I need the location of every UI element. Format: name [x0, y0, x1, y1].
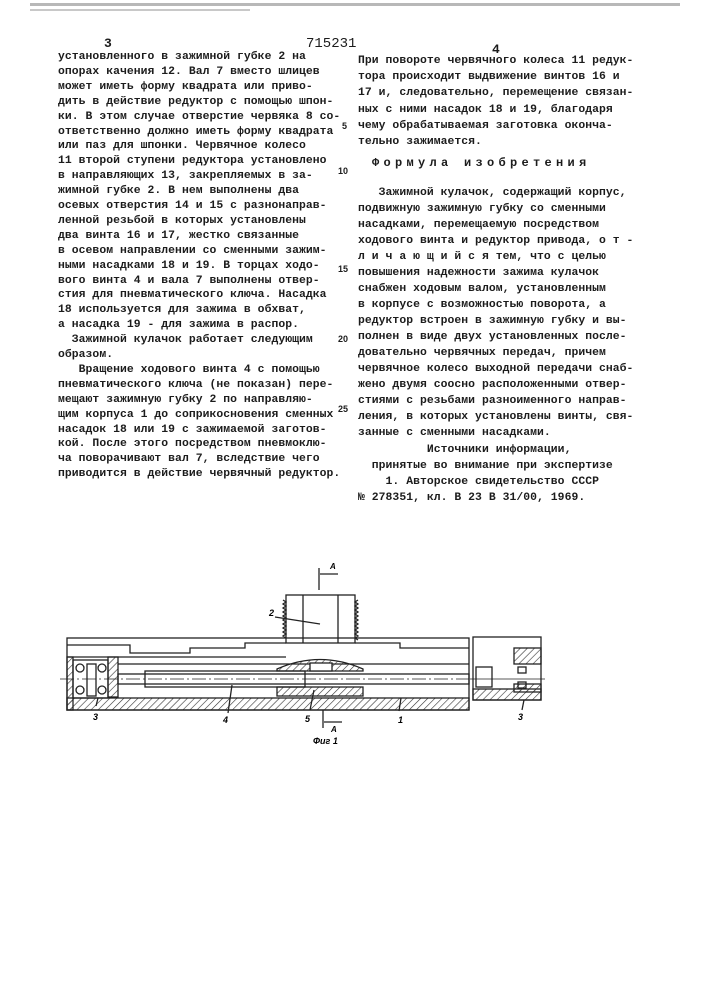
line-number: 15 — [338, 264, 348, 274]
text-line: 11 второй ступени редуктора установлено — [58, 155, 327, 167]
line-number: 10 — [338, 166, 348, 176]
text-line: в осевом направлении со сменными зажим- — [58, 245, 327, 257]
text-line: кой. После этого посредством пневмоклю- — [58, 438, 327, 450]
label-section-bottom: A — [330, 725, 337, 734]
page-number-right: 4 — [492, 42, 500, 57]
text-line: жимной губке 2. В нем выполнены два — [58, 185, 299, 197]
label-screw: 4 — [222, 715, 228, 725]
text-line: в направляющих 13, закрепляемых в за- — [58, 170, 313, 182]
text-line: щим корпуса 1 до соприкосновения сменных — [58, 409, 333, 421]
nut — [277, 687, 363, 696]
claim-line: червячное колесо выходной передачи снаб- — [358, 363, 633, 375]
source-line: Источники информации, — [358, 444, 571, 456]
text-line: два винта 16 и 17, жестко связанные — [58, 230, 299, 242]
text-line: установленного в зажимной губке 2 на — [58, 51, 306, 63]
text-line: ных с ними насадок 18 и 19, благодаря — [358, 104, 613, 116]
text-line: тельно зажимается. — [358, 136, 482, 148]
claim-line: жено двумя соосно расположенными отвер- — [358, 379, 627, 391]
text-line: или паз для шпонки. Червячное колесо — [58, 140, 306, 152]
label-jaw: 2 — [268, 608, 274, 618]
claim-line: ходового винта и редуктор привода, о т - — [358, 235, 633, 247]
text-line: ными насадками 18 и 19. В торцах ходо- — [58, 260, 320, 272]
text-line: пневматического ключа (не показан) пере- — [58, 379, 333, 391]
clamping-jaw — [286, 595, 355, 643]
figure-caption: Фиг 1 — [313, 736, 338, 746]
scan-border-top — [30, 3, 680, 6]
housing-wall — [67, 698, 469, 710]
text-line: Зажимной кулачок работает следующим — [58, 334, 313, 346]
patent-number: 715231 — [306, 36, 356, 52]
text-line: ответственно должно иметь форму квадрата — [58, 126, 333, 138]
claim-line: полнен в виде двух установленных после- — [358, 331, 627, 343]
text-line: может иметь форму квадрата или приво- — [58, 81, 313, 93]
line-number: 25 — [338, 404, 348, 414]
text-line: ленной резьбой в которых установлены — [58, 215, 306, 227]
label-body: 1 — [398, 715, 403, 725]
line-number: 5 — [342, 121, 347, 131]
text-line: вого винта 4 и вала 7 выполнены отвер- — [58, 275, 320, 287]
text-line: образом. — [58, 349, 113, 361]
label-nut: 5 — [305, 714, 311, 724]
source-line: № 278351, кл. В 23 В 31/00, 1969. — [358, 492, 585, 504]
claim-line: снабжен ходовым валом, установленным — [358, 283, 606, 295]
scan-border-top-secondary — [30, 9, 250, 11]
text-line: ча поворачивают вал 7, вследствие чего — [58, 453, 320, 465]
claim-line: редуктор встроен в зажимную губку и вы- — [358, 315, 627, 327]
text-line: тора происходит выдвижение винтов 16 и — [358, 71, 620, 83]
page-number-left: 3 — [104, 36, 112, 51]
text-line: мещают зажимную губку 2 по направляю- — [58, 394, 313, 406]
claim-line: занные с сменными насадками. — [358, 427, 551, 439]
text-line: 18 используется для зажима в обхват, — [58, 304, 306, 316]
text-line: При повороте червячного колеса 11 редук- — [358, 55, 633, 67]
text-line: ки. В этом случае отверстие червяка 8 со- — [58, 111, 340, 123]
label-bearing-left: 3 — [93, 712, 98, 722]
figure-1-drawing — [0, 560, 707, 780]
line-number: 20 — [338, 334, 348, 344]
text-line: 17 и, следовательно, перемещение связан- — [358, 87, 633, 99]
text-line: приводится в действие червячный редуктор. — [58, 468, 340, 480]
claim-line: подвижную зажимную губку со сменными — [358, 203, 606, 215]
claim-line: л и ч а ю щ и й с я тем, что с целью — [358, 251, 606, 263]
claim-line: повышения надежности зажима кулачок — [358, 267, 599, 279]
text-line: а насадка 19 - для зажима в распор. — [58, 319, 299, 331]
source-line: 1. Авторское свидетельство СССР — [358, 476, 599, 488]
claim-line: Зажимной кулачок, содержащий корпус, — [358, 187, 627, 199]
text-line: опорах качения 12. Вал 7 вместо шлицев — [58, 66, 320, 78]
text-line: чему обрабатываемая заготовка оконча- — [358, 120, 613, 132]
claim-line: стиями с резьбами разноименного направ- — [358, 395, 627, 407]
label-bearing-right: 3 — [518, 712, 523, 722]
label-section-top: A — [329, 562, 336, 571]
text-line: осевых отверстия 14 и 15 с разнонаправ- — [58, 200, 327, 212]
text-line: стия для пневматического ключа. Насадка — [58, 289, 327, 301]
claim-line: ления, в которых установлены винты, свя- — [358, 411, 633, 423]
claim-line: насадками, перемещаемую посредством — [358, 219, 599, 231]
claims-heading: Формула изобретения — [372, 156, 591, 170]
text-line: дить в действие редуктор с помощью шпон- — [58, 96, 333, 108]
claim-line: в корпусе с возможностью поворота, а — [358, 299, 606, 311]
source-line: принятые во внимание при экспертизе — [358, 460, 613, 472]
claim-line: довательно червячных передач, причем — [358, 347, 606, 359]
text-line: насадок 18 или 19 с зажимаемой заготов- — [58, 424, 327, 436]
text-line: Вращение ходового винта 4 с помощью — [58, 364, 320, 376]
